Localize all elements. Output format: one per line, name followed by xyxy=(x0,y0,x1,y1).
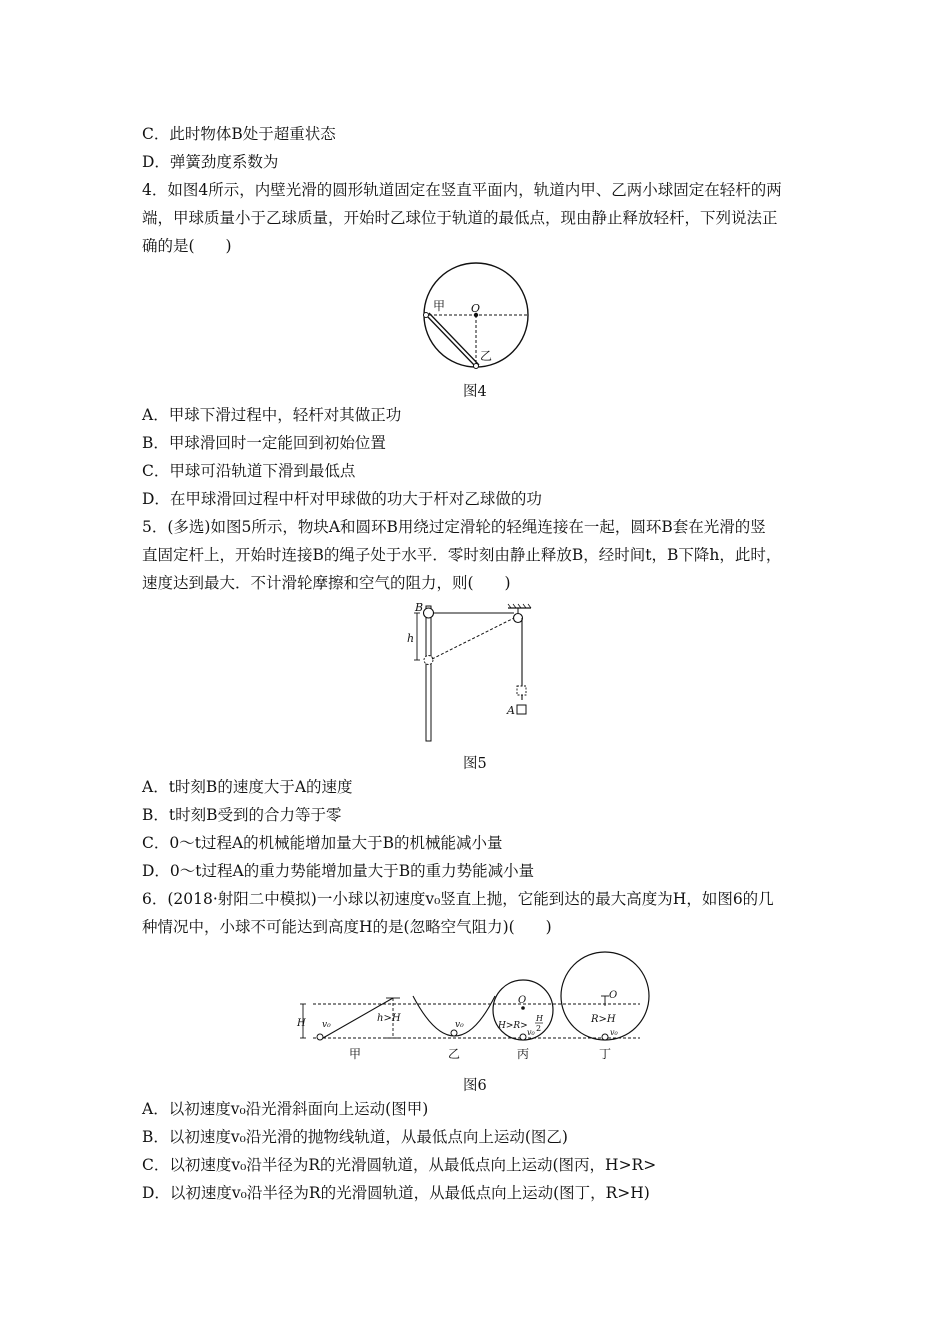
fig6-bing-cond: H>R> xyxy=(498,1021,528,1031)
fig6-bing-frac-num: H xyxy=(536,1014,543,1023)
fig6-panel-yi: 乙 xyxy=(448,1047,461,1061)
q3-option-d: D．弹簧劲度系数为 xyxy=(142,153,279,171)
q4-option-b: B．甲球滑回时一定能回到初始位置 xyxy=(142,434,386,452)
q6-option-b: B．以初速度v₀沿光滑的抛物线轨道，从最低点向上运动(图乙) xyxy=(142,1128,568,1146)
q4-option-a: A．甲球下滑过程中，轻杆对其做正功 xyxy=(142,406,402,424)
fig4-label-jia: 甲 xyxy=(433,299,446,313)
q6-option-d: D．以初速度v₀沿半径为R的光滑圆轨道，从最低点向上运动(图丁，R>H) xyxy=(142,1184,650,1202)
q4-stem-line-3: 确的是( ) xyxy=(142,237,232,255)
q5-option-c: C．0～t过程A的机械能增加量大于B的机械能减小量 xyxy=(142,834,503,852)
q5-option-b: B．t时刻B受到的合力等于零 xyxy=(142,806,342,824)
q5-option-a: A．t时刻B的速度大于A的速度 xyxy=(142,778,353,796)
fig6-ding-v0: v₀ xyxy=(610,1028,618,1037)
figure-4 xyxy=(415,258,535,378)
q5-stem-line-1: 5．(多选)如图5所示，物块A和圆环B用绕过定滑轮的轻绳连接在一起，圆环B套在光滑的竖 xyxy=(142,518,766,536)
fig4-label-yi: 乙 xyxy=(480,349,493,363)
fig6-label-H: H xyxy=(297,1018,306,1029)
fig6-panel-ding: 丁 xyxy=(599,1047,612,1061)
q6-stem-line-1: 6．(2018·射阳二中模拟)一小球以初速度v₀竖直上抛，它能到达的最大高度为H，如图6的几 xyxy=(142,890,774,908)
fig6-bing-o: O xyxy=(518,995,527,1006)
fig6-ding-cond: R>H xyxy=(591,1014,616,1025)
fig6-bing-frac-den: 2 xyxy=(536,1024,542,1033)
fig6-yi-v0: v₀ xyxy=(455,1020,464,1030)
q4-option-d: D．在甲球滑回过程中杆对甲球做的功大于杆对乙球做的功 xyxy=(142,490,542,508)
fig6-jia-v0: v₀ xyxy=(322,1020,331,1030)
figure-5-caption: 图5 xyxy=(463,756,487,772)
q4-option-c: C．甲球可沿轨道下滑到最低点 xyxy=(142,462,356,480)
q5-option-d: D．0～t过程A的重力势能增加量大于B的重力势能减小量 xyxy=(142,862,535,880)
fig6-bing-v0: v₀ xyxy=(527,1028,535,1037)
figure-5 xyxy=(405,600,545,745)
figure-4-caption: 图4 xyxy=(463,384,487,400)
fig5-label-b: B xyxy=(415,601,424,614)
fig6-panel-bing: 丙 xyxy=(517,1047,530,1061)
figure-6 xyxy=(295,958,655,1068)
q6-option-c: C．以初速度v₀沿半径为R的光滑圆轨道，从最低点向上运动(图丙，H>R> xyxy=(142,1156,657,1174)
q4-stem-line-2: 端，甲球质量小于乙球质量，开始时乙球位于轨道的最低点，现由静止释放轻杆，下列说法正 xyxy=(142,209,778,227)
q5-stem-line-3: 速度达到最大．不计滑轮摩擦和空气的阻力，则( ) xyxy=(142,574,511,592)
q5-stem-line-2: 直固定杆上，开始时连接B的绳子处于水平．零时刻由静止释放B，经时间t，B下降h，此时， xyxy=(142,546,782,564)
fig5-label-a: A xyxy=(507,704,515,717)
fig6-panel-jia: 甲 xyxy=(349,1047,362,1061)
q3-option-c: C．此时物体B处于超重状态 xyxy=(142,125,336,143)
q6-stem-line-2: 种情况中，小球不可能达到高度H的是(忽略空气阻力)( ) xyxy=(142,918,552,936)
figure-6-caption: 图6 xyxy=(463,1078,487,1094)
q6-option-a: A．以初速度v₀沿光滑斜面向上运动(图甲) xyxy=(142,1100,429,1118)
fig6-jia-hH: h>H xyxy=(377,1013,401,1024)
fig5-label-h: h xyxy=(407,632,415,645)
q4-stem-line-1: 4．如图4所示，内壁光滑的圆形轨道固定在竖直平面内，轨道内甲、乙两小球固定在轻杆的两 xyxy=(142,181,782,199)
fig4-label-o: O xyxy=(471,302,481,315)
fig6-ding-o: O xyxy=(609,990,618,1001)
